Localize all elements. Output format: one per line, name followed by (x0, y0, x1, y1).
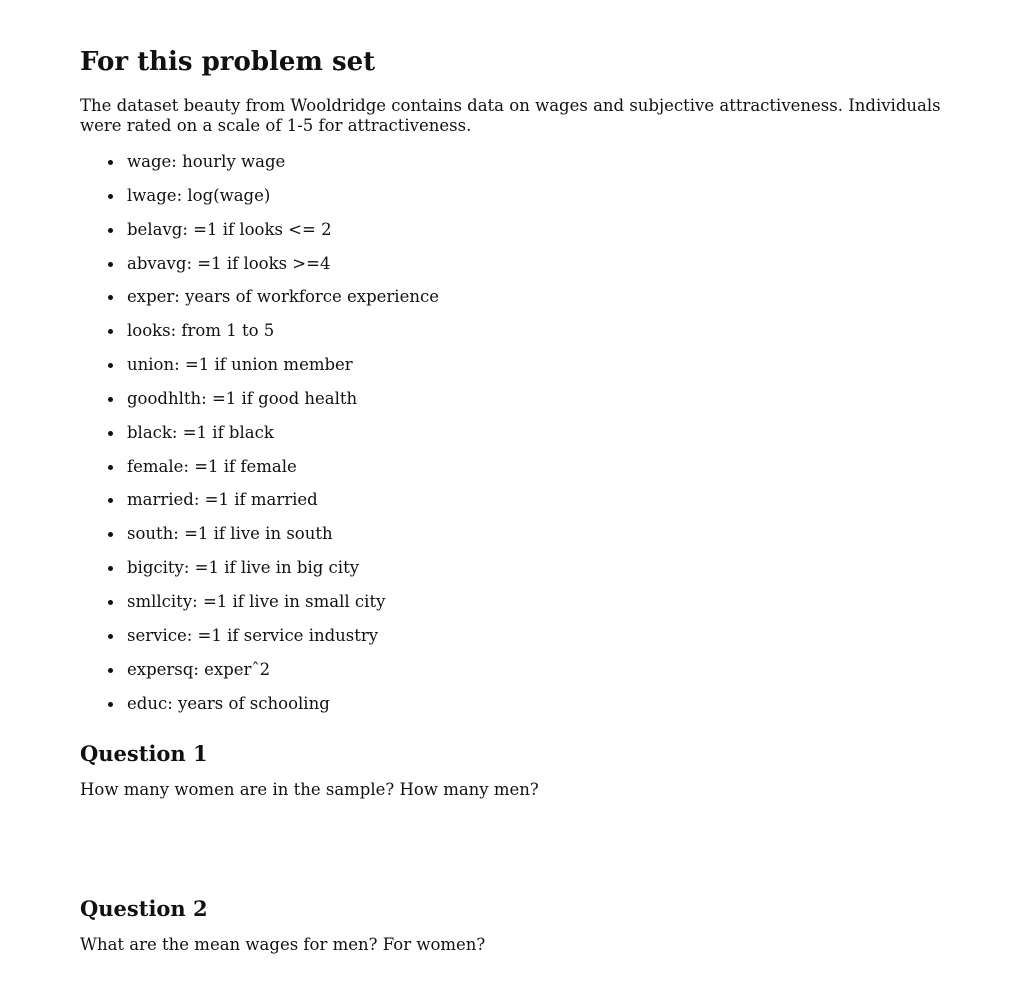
list-item-lwage: lwage: log(wage) (80, 184, 439, 218)
question-1-text: How many women are in the sample? How many men? (80, 780, 539, 799)
list-item-abvavg: abvavg: =1 if looks >=4 (80, 252, 439, 286)
list-item-female: female: =1 if female (80, 455, 439, 489)
list-item-service: service: =1 if service industry (80, 624, 439, 658)
list-item-bigcity: bigcity: =1 if live in big city (80, 556, 439, 590)
list-item-educ: educ: years of schooling (80, 692, 439, 726)
page-title: For this problem set (80, 47, 376, 77)
question-1-heading: Question 1 (80, 741, 208, 766)
list-item-married: married: =1 if married (80, 488, 439, 522)
list-item-expersq: expersq: experˆ2 (80, 658, 439, 692)
variable-list (80, 150, 439, 725)
list-item-black: black: =1 if black (80, 421, 439, 455)
list-item-wage: wage: hourly wage (80, 150, 439, 184)
list-item-belavg: belavg: =1 if looks <= 2 (80, 218, 439, 252)
intro-paragraph: The dataset beauty from Wooldridge contains data on wages and subjective attractiveness. Individuals were rated on a scale of 1-5 for attractiveness. (80, 96, 941, 135)
list-item-union: union: =1 if union member (80, 353, 439, 387)
list-item-looks: looks: from 1 to 5 (80, 319, 439, 353)
list-item-goodhlth: goodhlth: =1 if good health (80, 387, 439, 421)
list-item-smllcity: smllcity: =1 if live in small city (80, 590, 439, 624)
question-2-heading: Question 2 (80, 896, 208, 921)
list-item-exper: exper: years of workforce experience (80, 285, 439, 319)
question-2-text: What are the mean wages for men? For women? (80, 935, 486, 954)
list-item-south: south: =1 if live in south (80, 522, 439, 556)
